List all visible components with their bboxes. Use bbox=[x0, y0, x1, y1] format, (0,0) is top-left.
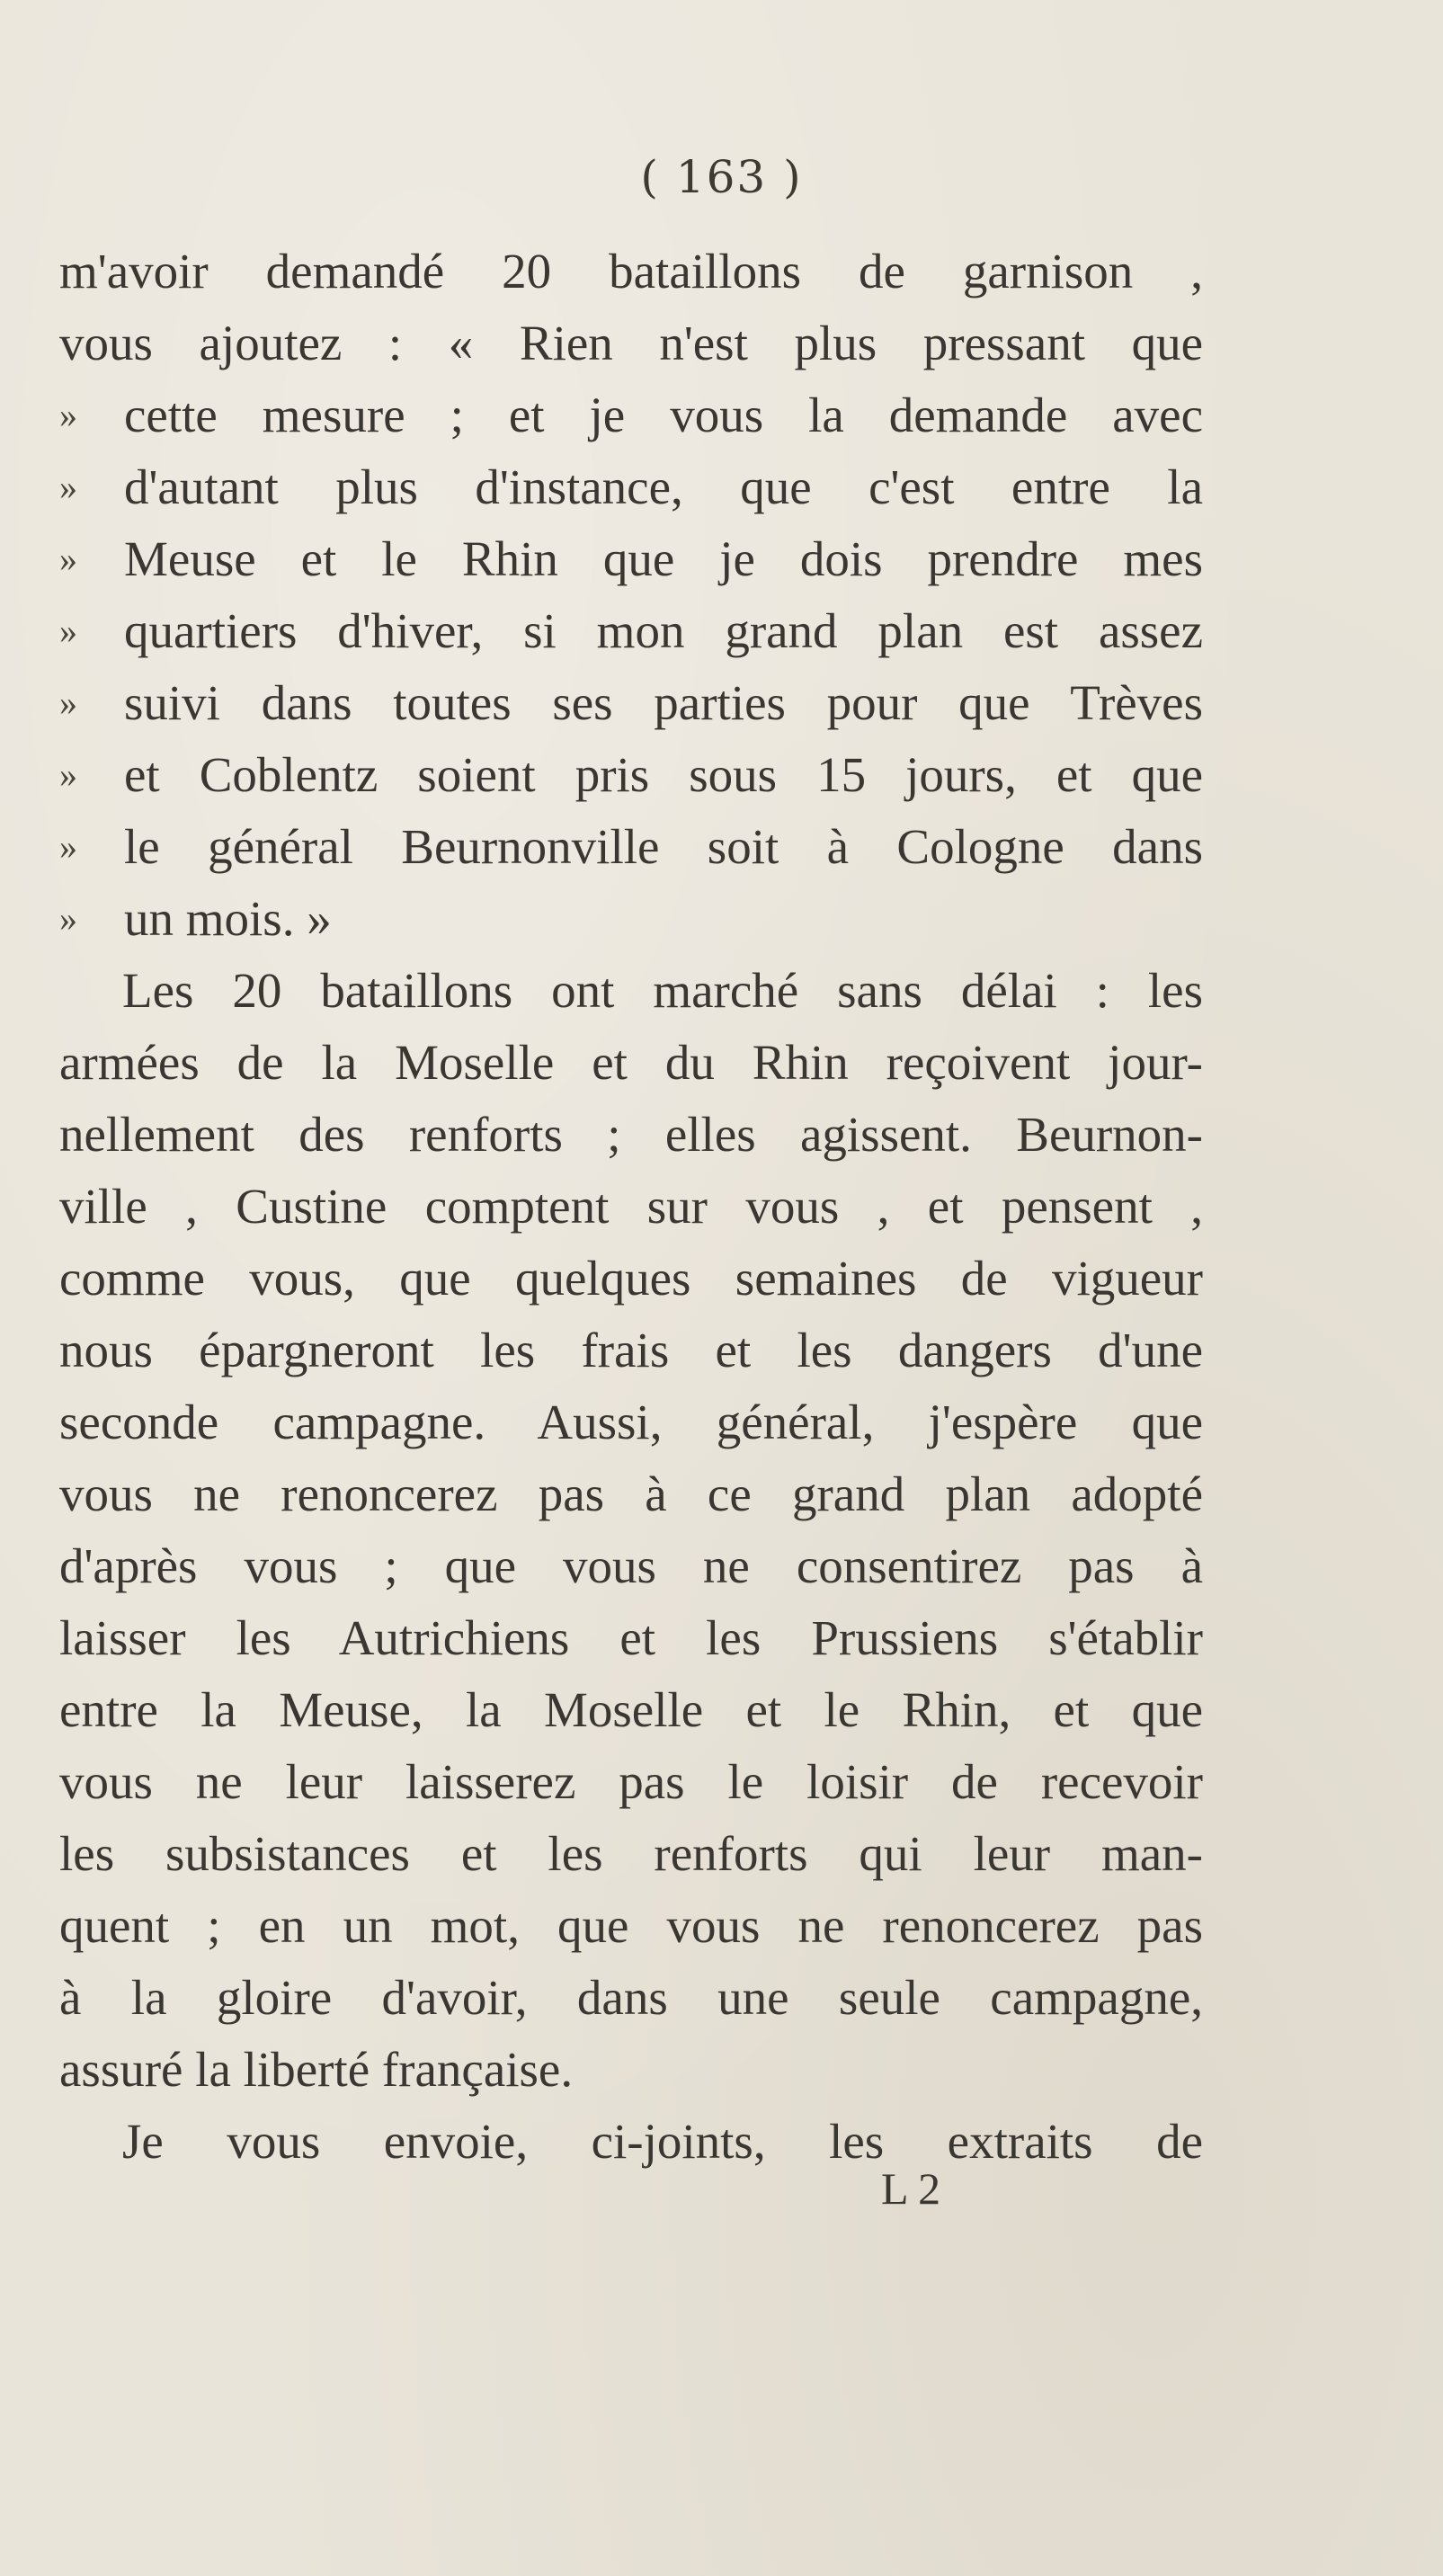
quoted-line: » le général Beurnonville soit à Cologne dans bbox=[59, 811, 1203, 883]
text-line: les subsistances et les renforts qui leur man- bbox=[59, 1826, 1203, 1881]
text-line: vous ajoutez : « Rien n'est plus pressant que bbox=[59, 316, 1203, 370]
text-line: assuré la liberté française. bbox=[59, 2042, 574, 2097]
quoted-line: » et Coblentz soient pris sous 15 jours, et que bbox=[59, 739, 1203, 811]
text-line: m'avoir demandé 20 bataillons de garnison , bbox=[59, 244, 1203, 299]
text-line: quent ; en un mot, que vous ne renoncerez pas bbox=[59, 1898, 1203, 1953]
body-text bbox=[59, 236, 1203, 2178]
text-line: vous ne renoncerez pas à ce grand plan adopté bbox=[59, 1466, 1203, 1521]
quoted-line: » cette mesure ; et je vous la demande avec bbox=[59, 379, 1203, 451]
signature-mark: L 2 bbox=[881, 2163, 941, 2214]
text-line: comme vous, que quelques semaines de vigueur bbox=[59, 1251, 1203, 1306]
quoted-line: » suivi dans toutes ses parties pour que Trèves bbox=[59, 667, 1203, 739]
quoted-line: » Meuse et le Rhin que je dois prendre mes bbox=[59, 523, 1203, 595]
text-line: nous épargneront les frais et les dangers d'une bbox=[59, 1323, 1203, 1377]
text-line: ville , Custine comptent sur vous , et pensent , bbox=[59, 1179, 1203, 1234]
quoted-line: » d'autant plus d'instance, que c'est entre la bbox=[59, 451, 1203, 523]
page-number: ( 163 ) bbox=[640, 151, 803, 203]
text-line: vous ne leur laisserez pas le loisir de recevoir bbox=[59, 1754, 1203, 1809]
text-line: seconde campagne. Aussi, général, j'espère que bbox=[59, 1395, 1203, 1449]
quoted-line: » quartiers d'hiver, si mon grand plan est assez bbox=[59, 595, 1203, 667]
text-line: nellement des renforts ; elles agissent. Beurnon- bbox=[59, 1107, 1203, 1162]
text-line: entre la Meuse, la Moselle et le Rhin, et que bbox=[59, 1682, 1203, 1737]
quoted-line: » un mois. » bbox=[59, 883, 1203, 955]
text-line: armées de la Moselle et du Rhin reçoivent jour- bbox=[59, 1035, 1203, 1090]
paragraph-start-line: Je vous envoie, ci-joints, les extraits de bbox=[122, 2114, 1203, 2169]
text-line: à la gloire d'avoir, dans une seule campagne, bbox=[59, 1970, 1203, 2025]
text-line: laisser les Autrichiens et les Prussiens s'établir bbox=[59, 1610, 1203, 1665]
paragraph-start-line: Les 20 bataillons ont marché sans délai : les bbox=[122, 963, 1203, 1018]
text-line: d'après vous ; que vous ne consentirez pas à bbox=[59, 1538, 1203, 1593]
